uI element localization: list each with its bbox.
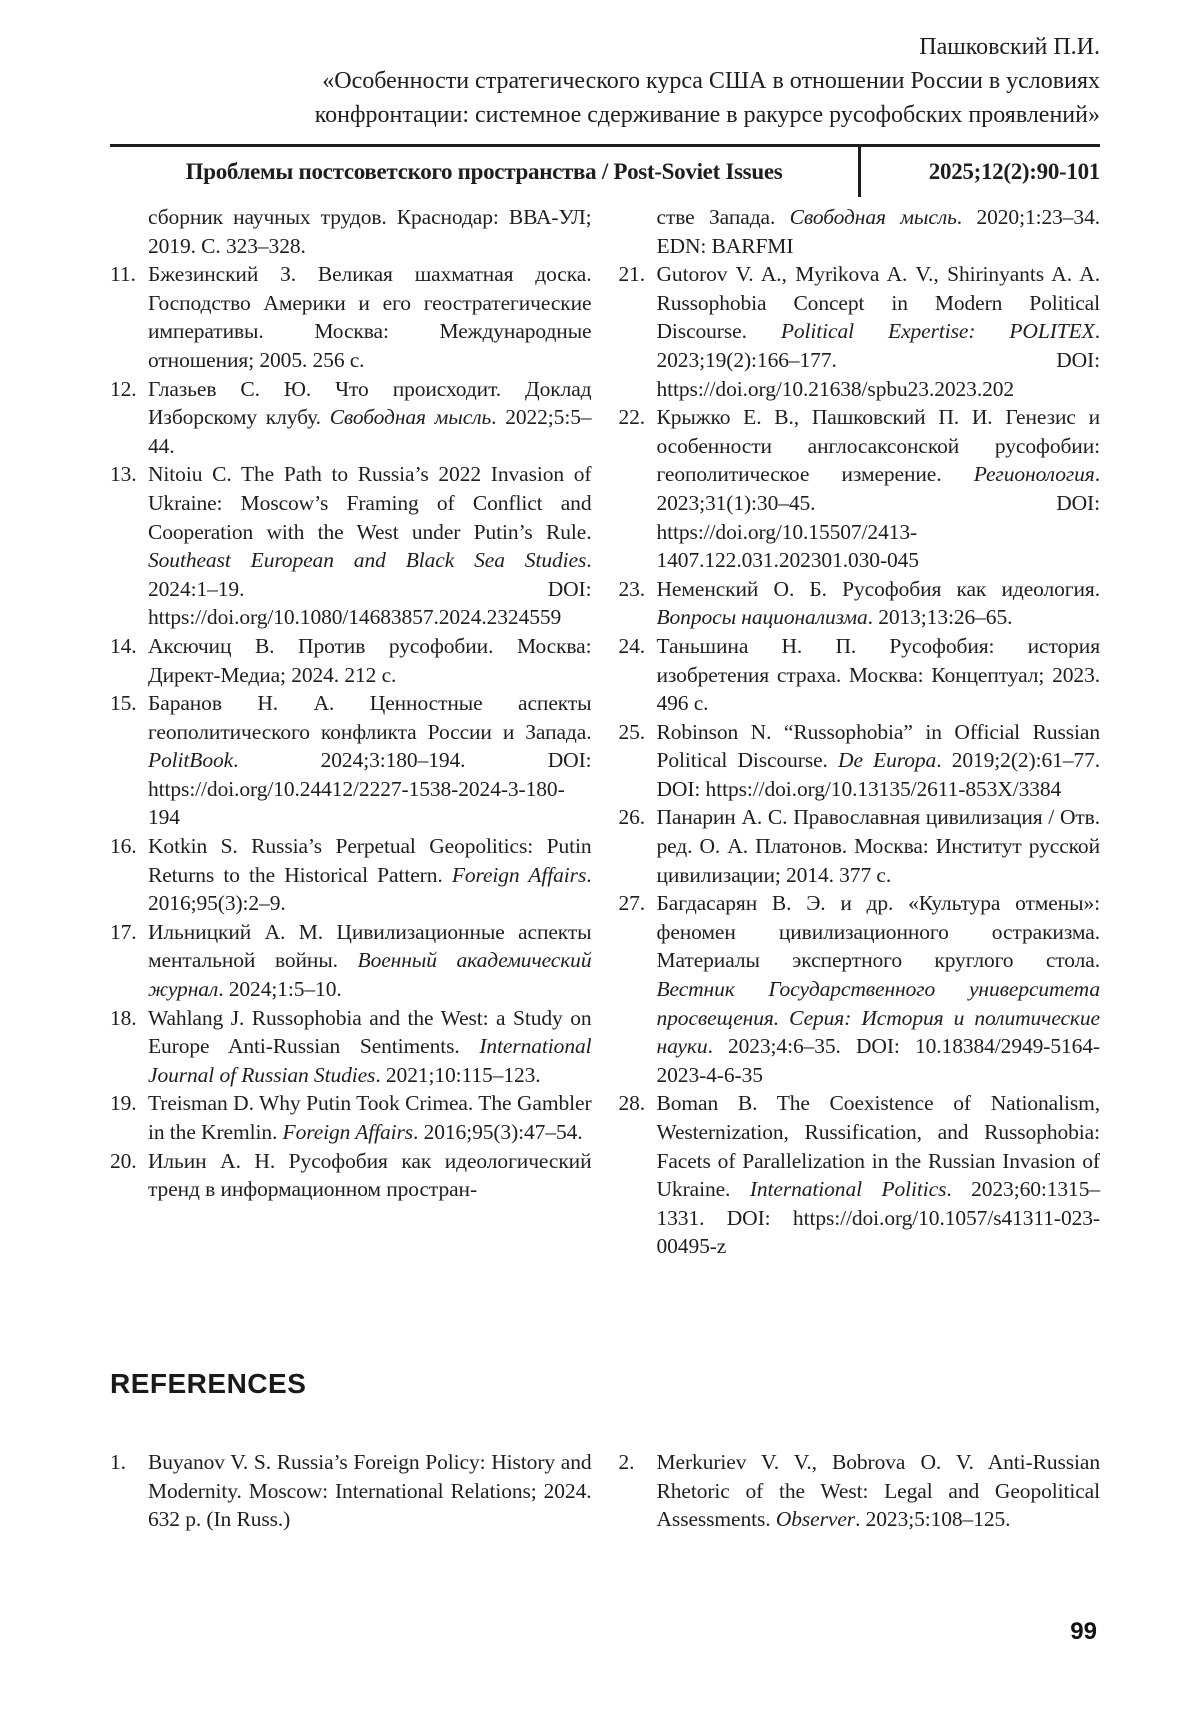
entry-text: Gutorov V. A., Myrikova A. V., Shirinyants A. A. Russophobia Concept in Modern Political Discourse. (656, 262, 1100, 344)
entry-journal-name: Observer (775, 1507, 856, 1532)
bibliography-entry (619, 575, 1101, 632)
bibliography-entry (110, 1089, 592, 1146)
entry-number: 14. (110, 633, 137, 658)
bibliography-entry (619, 889, 1101, 1089)
entry-number: 22. (618, 405, 646, 430)
bibliography-entry (619, 632, 1101, 718)
entry-journal-name: Political Expertise: POLITEX (780, 319, 1095, 344)
entry-text: . 2024;1:5–10. (218, 977, 342, 1002)
entry-text: Баранов Н. А. Ценностные аспекты геополитического конфликта России и Запада. (148, 691, 592, 744)
entry-text: Robinson N. “Russophobia” in Official Russian Political Discourse. (656, 719, 1100, 773)
bibliography-left-column (110, 203, 592, 1261)
entry-number: 21. (618, 262, 646, 287)
entry-number: 25. (618, 719, 646, 744)
entry-journal-name: Военный академический журнал (148, 948, 592, 1002)
entry-text: сборник научных трудов. Краснодар: ВВА-УЛ; 2019. С. 323–328. (148, 205, 592, 258)
entry-text: . 2023;4:6–35. DOI: 10.18384/2949-5164-2023-4-6-35 (656, 1034, 1100, 1087)
bibliography-entry (110, 1147, 592, 1204)
bibliography-entry (110, 1004, 592, 1090)
entry-text: . 2019;2(2):61–77. DOI: https://doi.org/10.13135/2611-853X/3384 (656, 748, 1100, 801)
entry-number: 23. (618, 576, 646, 601)
entry-text: Ильницкий А. М. Цивилизационные аспекты ментальной войны. (148, 919, 592, 973)
entry-journal-name: International Politics (749, 1177, 947, 1202)
entry-journal-name: International Journal of Russian Studies (148, 1034, 592, 1087)
page-header (110, 30, 1100, 197)
bibliography-entry (110, 918, 592, 1004)
entry-number: 17. (110, 919, 137, 944)
entry-journal-name: Свободная мысль (789, 205, 957, 229)
entry-text: . 2023;5:108–125. (855, 1507, 1011, 1532)
entry-journal-name: Вопросы национализма (656, 605, 868, 630)
bibliography-entry (110, 260, 592, 374)
entry-number: 1. (110, 1450, 126, 1474)
entry-journal-name: De Europa (838, 748, 937, 773)
entry-number: 28. (618, 1091, 646, 1116)
entry-number: 20. (110, 1148, 137, 1173)
entry-text: Kotkin S. Russia’s Perpetual Geopolitics: Putin Returns to the Historical Pattern. (148, 834, 592, 887)
entry-text: стве Запада. (656, 205, 790, 229)
bibliography-entry (110, 689, 592, 832)
entry-journal-name: Southeast European and Black Sea Studies (148, 548, 587, 573)
entry-text: . 2023;60:1315–1331. DOI: https://doi.org/10.1057/s41311-023-00495-z (656, 1177, 1100, 1259)
entry-text: Крыжко Е. В., Пашковский П. И. Генезис и особенности англосаксонской русофобии: геополитическое измерение. (656, 405, 1100, 487)
entry-text: Treisman D. Why Putin Took Crimea. The Gambler in the Kremlin. (148, 1091, 592, 1144)
journal-title: Проблемы постсоветского пространства / Post-Soviet Issues (185, 159, 783, 184)
entry-journal-name: Foreign Affairs (451, 862, 587, 887)
entry-number: 15. (110, 691, 137, 716)
bibliography-entry (619, 1089, 1101, 1261)
entry-text: Таньшина Н. П. Русофобия: история изобретения страха. Москва: Концептуал; 2023. 496 с. (656, 633, 1100, 716)
entry-number: 18. (110, 1005, 137, 1030)
entry-journal-name: Foreign Affairs (282, 1120, 414, 1144)
entry-text: . 2022;5:5–44. (148, 405, 592, 458)
entry-text: Панарин А. С. Православная цивилизация / Отв. ред. О. А. Платонов. Москва: Институт русской цивилизации; 2014. 377 с. (656, 805, 1100, 887)
entry-journal-name: PolitBook (148, 748, 234, 773)
entry-text: Merkuriev V. V., Bobrova O. V. Anti-Russian Rhetoric of the West: Legal and Geopolitical Assessments. (656, 1450, 1100, 1532)
bibliography-entry (619, 1448, 1101, 1534)
entry-journal-name: Свободная мысль (329, 405, 492, 430)
entry-text: . 2023;19(2):166–177. DOI: https://doi.org/10.21638/spbu23.2023.202 (656, 319, 1100, 401)
entry-text: . 2016;95(3):47–54. (413, 1120, 583, 1144)
references-columns (110, 1448, 1100, 1534)
article-title-line-2: конфронтации: системное сдерживание в ракурсе русофобских проявлений» (314, 102, 1100, 128)
entry-text: Неменский О. Б. Русофобия как идеология. (656, 576, 1100, 601)
references-right-column (619, 1448, 1101, 1534)
entry-text: Бжезинский З. Великая шахматная доска. Господство Америки и его геостратегические императивы. Москва: Международные отношения; 2005. 256 с. (148, 262, 592, 372)
bibliography-entry (110, 375, 592, 461)
bibliography-entry (619, 718, 1101, 804)
entry-number: 24. (618, 633, 646, 658)
bibliography-entry (619, 403, 1101, 575)
bibliography-entry (110, 460, 592, 632)
bibliography-columns (110, 203, 1100, 1261)
entry-number: 12. (110, 376, 137, 401)
bibliography-entry (110, 632, 592, 689)
bibliography-entry (619, 803, 1101, 889)
entry-journal-name: Вестник Государственного университета просвещения. Серия: История и политические науки (656, 977, 1100, 1059)
entry-text: Nitoiu C. The Path to Russia’s 2022 Invasion of Ukraine: Moscow’s Framing of Conflict and Cooperation with the West under Putin’s Rule. (148, 462, 592, 544)
bibliography-right-column (619, 203, 1101, 1261)
author-name: Пашковский П.И. (919, 34, 1100, 60)
bibliography-entry (619, 203, 1101, 260)
entry-number: 2. (618, 1450, 635, 1474)
entry-text: Wahlang J. Russophobia and the West: a Study on Europe Anti-Russian Sentiments. (148, 1005, 592, 1059)
entry-journal-name: Регионология (973, 462, 1095, 487)
entry-text: Багдасарян В. Э. и др. «Культура отмены»: феномен цивилизационного остракизма. Материалы экспертного круглого стола. (656, 891, 1100, 973)
entry-text: Аксючиц В. Против русофобии. Москва: Директ-Медиа; 2024. 212 с. (148, 633, 592, 687)
entry-text: . 2023;31(1):30–45. DOI: https://doi.org/10.15507/2413-1407.122.031.202301.030-045 (656, 462, 1100, 573)
entry-text: Buyanov V. S. Russia’s Foreign Policy: History and Modernity. Moscow: International Relations; 2024. 632 p. (In Russ.) (148, 1450, 592, 1532)
entry-text: . 2016;95(3):2–9. (148, 862, 592, 916)
references-left-column (110, 1448, 592, 1534)
entry-number: 13. (110, 462, 137, 487)
entry-text: Boman B. The Coexistence of Nationalism, Westernization, Russification, and Russophobia: Facets of Parallelization in the Russian Invasion of Ukraine. (656, 1091, 1100, 1202)
entry-number: 19. (110, 1091, 137, 1116)
entry-text: . 2013;13:26–65. (867, 605, 1013, 630)
entry-text: . 2024;3:180–194. DOI: https://doi.org/10.24412/2227-1538-2024-3-180-194 (148, 748, 592, 830)
entry-number: 16. (110, 834, 137, 859)
entry-text: Ильин А. Н. Русофобия как идеологический тренд в информационном простран- (148, 1148, 592, 1202)
entry-number: 27. (618, 891, 646, 916)
bibliography-entry (619, 260, 1101, 403)
entry-number: 11. (110, 262, 136, 287)
entry-text: . 2021;10:115–123. (375, 1062, 541, 1087)
journal-bar (110, 144, 1100, 197)
entry-text: Глазьев С. Ю. Что происходит. Доклад Изборскому клубу. (148, 376, 592, 430)
article-title-line-1: «Особенности стратегического курса США в отношении России в условиях (322, 68, 1100, 94)
bibliography-entry (110, 832, 592, 918)
journal-issue-label: 2025;12(2):90-101 (928, 159, 1100, 184)
references-heading: REFERENCES (110, 1368, 307, 1399)
bibliography-entry (110, 1448, 592, 1534)
entry-text: . 2024:1–19. DOI: https://doi.org/10.1080/14683857.2024.2324559 (148, 548, 592, 630)
entry-text: . 2020;1:23–34. EDN: BARFMI (656, 205, 1100, 258)
entry-number: 26. (618, 805, 646, 830)
page-number: 99 (1070, 1618, 1097, 1645)
bibliography-entry (110, 203, 592, 260)
